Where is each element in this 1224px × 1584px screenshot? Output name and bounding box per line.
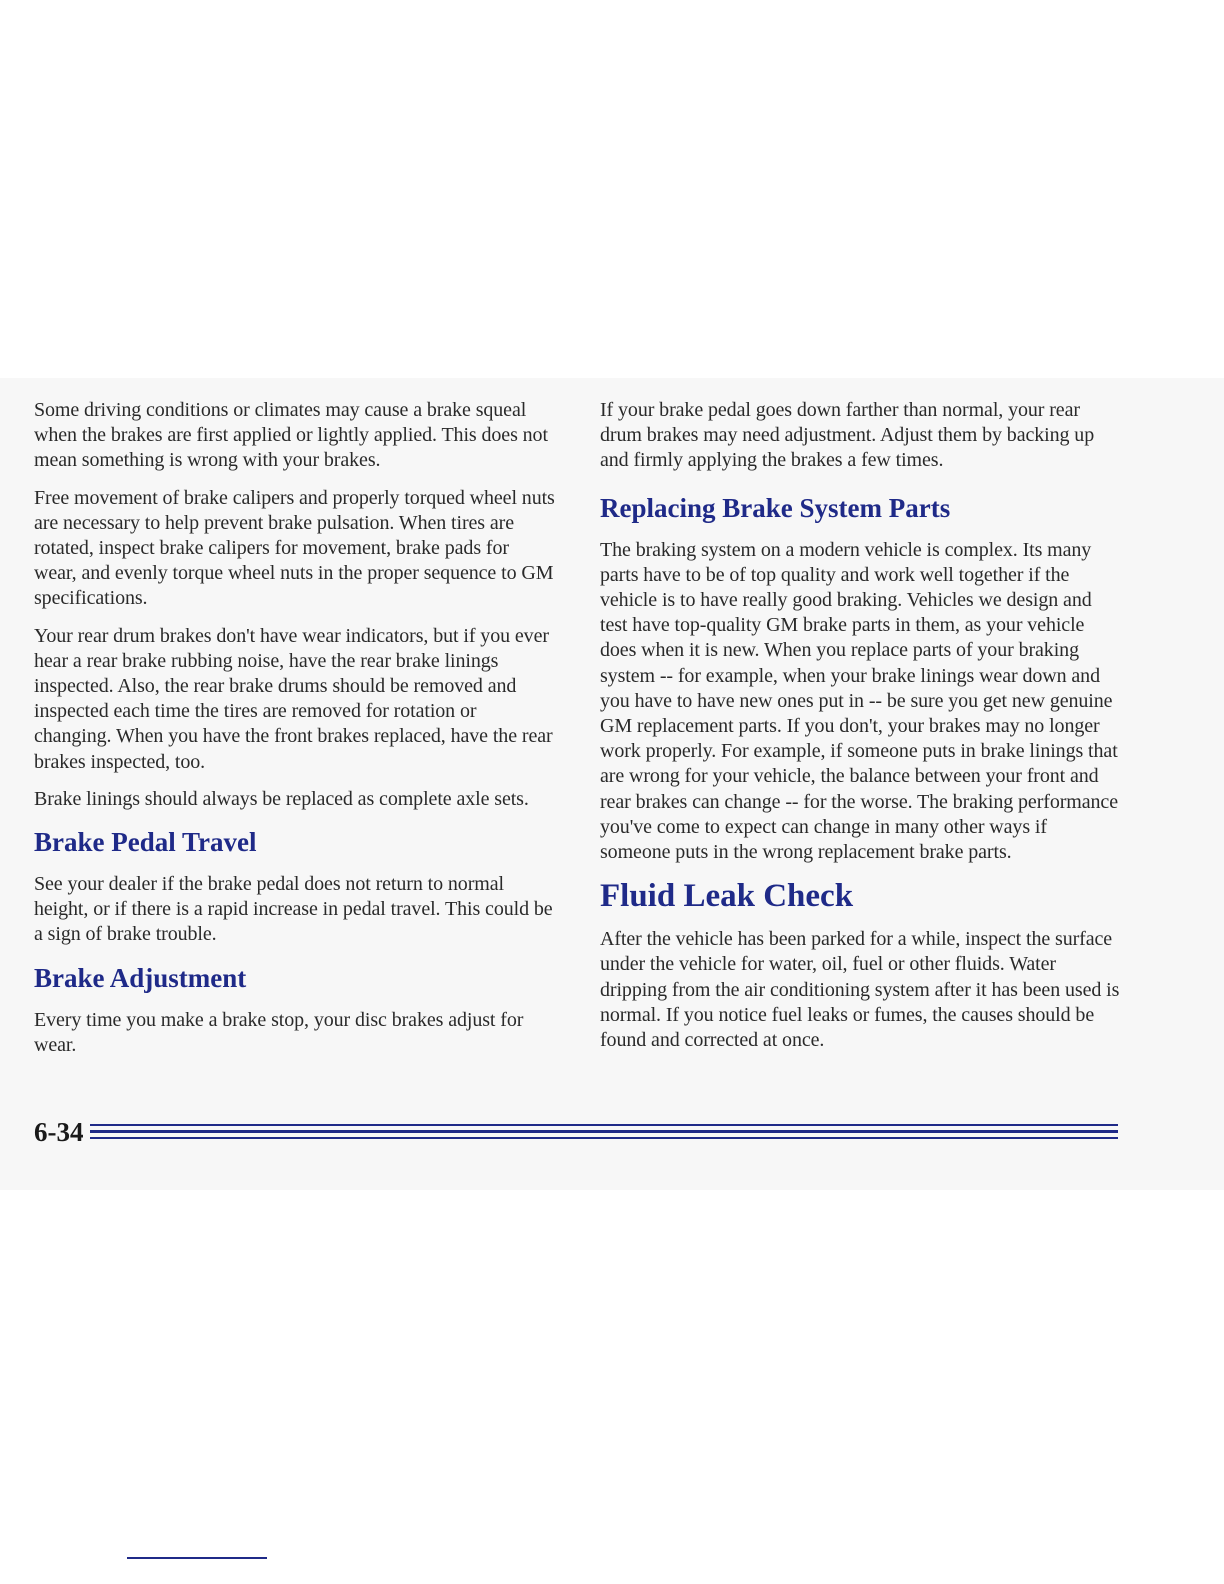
page-number: 6-34 [34, 1117, 84, 1147]
paragraph-pedal-farther: If your brake pedal goes down farther than normal, your rear drum brakes may need adjustment. Adjust them by backing up and firmly applying the brakes a few times. [600, 399, 1095, 472]
paragraph-fluid-leak: After the vehicle has been parked for a while, inspect the surface under the vehicle for water, oil, fuel or other fluids. Water dripping from the air conditioning system after it has been used is normal. If you notice fuel leaks or fumes, the causes should be found and corrected at once. [600, 928, 1120, 1052]
paragraph-brake-squeal: Some driving conditions or climates may cause a brake squeal when the brakes are first applied or lightly applied. This does not mean something is wrong with your brakes. [34, 399, 548, 472]
page-footer [34, 1114, 1118, 1150]
paragraph-calipers: Free movement of brake calipers and properly torqued wheel nuts are necessary to help prevent brake pulsation. When tires are rotated, inspect brake calipers for movement, brake pads for wear, and evenly torque wheel nuts in the proper sequence to GM specifications. [34, 486, 555, 610]
paragraph-linings: Brake linings should always be replaced as complete axle sets. [34, 787, 529, 810]
paragraph-adjustment: Every time you make a brake stop, your disc brakes adjust for wear. [34, 1008, 524, 1056]
paragraph-pedal-travel: See your dealer if the brake pedal does not return to normal height, or if there is a rapid increase in pedal travel. This could be a sign of brake trouble. [34, 873, 553, 946]
bottom-underline [127, 1557, 267, 1559]
left-column [34, 398, 556, 1070]
heading-brake-pedal-travel: Brake Pedal Travel [34, 827, 257, 858]
footer-rule [90, 1130, 1118, 1133]
heading-fluid-leak-check: Fluid Leak Check [600, 878, 854, 915]
heading-brake-adjustment: Brake Adjustment [34, 962, 247, 993]
paragraph-rear-drum: Your rear drum brakes don't have wear indicators, but if you ever hear a rear brake rubbing noise, have the rear brake linings inspected. Also, the rear brake drums should be removed and inspected each time the tires are removed for rotation or changing. When you have the front brakes replaced, have the rear brakes inspected, too. [34, 624, 553, 773]
footer-rule [90, 1124, 1118, 1126]
heading-replacing-brake-parts: Replacing Brake System Parts [600, 492, 951, 523]
footer-rule [90, 1137, 1118, 1139]
paragraph-braking-system: The braking system on a modern vehicle is complex. Its many parts have to be of top quality and work well together if the vehicle is to have really good braking. Vehicles we design and test have top-quality GM brake parts in them, as your vehicle does when it is new. When you replace parts of your braking system -- for example, when your brake linings wear down and you have to have new ones put in -- be sure you get new genuine GM replacement parts. If you don't, your brakes may no longer work properly. For example, if someone puts in brake linings that are wrong for your vehicle, the balance between your front and rear brakes can change -- for the worse. The braking performance you've come to expect can change in many other ways if someone puts in the wrong replacement brake parts. [600, 538, 1118, 864]
right-column [600, 398, 1122, 1065]
